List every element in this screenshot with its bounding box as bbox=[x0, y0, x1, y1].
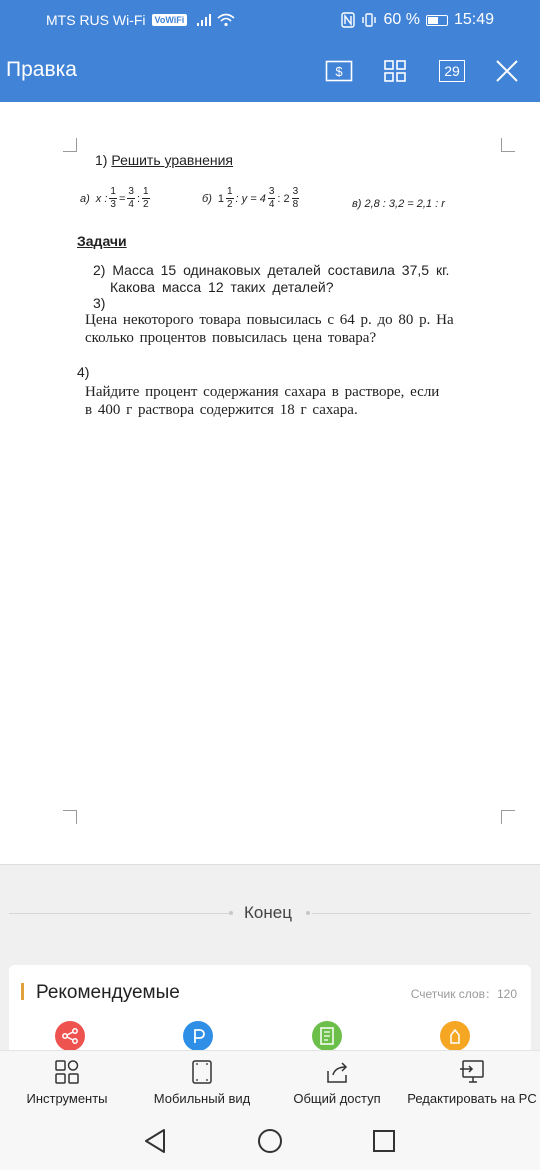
equation-c: в) 2,8 : 3,2 = 2,1 : r bbox=[352, 198, 445, 210]
section-title: Решить уравнения bbox=[111, 152, 234, 168]
battery-icon bbox=[426, 15, 448, 26]
denominator: 4 bbox=[128, 199, 134, 210]
fraction bbox=[109, 186, 117, 211]
fraction bbox=[268, 186, 276, 211]
task-3-line-2: сколько процентов повысилась цена товара? bbox=[85, 330, 377, 346]
bottom-toolbar bbox=[0, 1050, 540, 1112]
divider bbox=[9, 913, 229, 914]
tasks-heading: Задачи bbox=[77, 233, 127, 249]
mobile-view-label: Мобильный вид bbox=[153, 1091, 251, 1106]
nfc-icon bbox=[341, 12, 355, 28]
carrier-label: MTS RUS Wi-Fi bbox=[46, 12, 146, 28]
clock: 15:49 bbox=[453, 11, 494, 28]
divider-dot bbox=[306, 911, 310, 915]
denominator: 2 bbox=[143, 199, 149, 210]
home-icon[interactable] bbox=[255, 1126, 285, 1156]
denominator: 3 bbox=[110, 199, 116, 210]
back-icon[interactable] bbox=[140, 1126, 170, 1156]
accent-bar bbox=[21, 983, 24, 1000]
edit-on-pc-icon bbox=[459, 1059, 485, 1085]
divider bbox=[312, 913, 531, 914]
task-2-line-2: Какова масса 12 таких деталей? bbox=[110, 279, 334, 295]
divider-dot bbox=[229, 911, 233, 915]
tools-label: Инструменты bbox=[26, 1091, 108, 1106]
equation-b bbox=[202, 186, 301, 211]
vibrate-icon bbox=[361, 12, 377, 28]
eq-b-whole: 1 bbox=[217, 192, 224, 205]
margin-mark-bottom-left bbox=[63, 810, 77, 824]
share-icon bbox=[324, 1059, 350, 1085]
share-button[interactable] bbox=[289, 1059, 385, 1106]
eq-b-label: б) bbox=[202, 192, 212, 205]
vowifi-badge: VoWiFi bbox=[152, 14, 188, 26]
share-app-icon[interactable] bbox=[55, 1021, 85, 1051]
clean-tool-icon[interactable] bbox=[440, 1021, 470, 1051]
denominator: 8 bbox=[292, 199, 299, 210]
wifi-icon bbox=[217, 13, 235, 27]
grid-icon[interactable] bbox=[380, 56, 410, 86]
page-count-icon[interactable] bbox=[437, 56, 467, 86]
eq-a-label: а) bbox=[80, 192, 90, 205]
share-label: Общий доступ bbox=[293, 1091, 381, 1106]
equation-a: а) x : $\frac{1}{3}$ = $\frac{3}{4}$ : $\frac{1}{2}$ bbox=[80, 186, 149, 210]
task-3-number: 3) bbox=[93, 295, 106, 311]
denominator: 4 bbox=[268, 199, 275, 210]
battery-percent: 60 % bbox=[383, 11, 420, 28]
margin-mark-bottom-right bbox=[501, 810, 515, 824]
recents-icon[interactable] bbox=[369, 1126, 399, 1156]
pdf-tool-icon[interactable] bbox=[183, 1021, 213, 1051]
tools-icon bbox=[54, 1059, 80, 1085]
status-bar bbox=[0, 0, 540, 42]
numerator: 3 bbox=[128, 186, 134, 197]
tools-button[interactable] bbox=[23, 1059, 111, 1106]
close-icon[interactable] bbox=[492, 56, 522, 86]
fraction bbox=[142, 186, 150, 211]
page-count: 29 bbox=[439, 60, 465, 82]
task-4-number: 4) bbox=[77, 364, 90, 380]
word-count: Счетчик слов：120 bbox=[410, 987, 517, 1001]
fraction bbox=[127, 186, 135, 211]
end-label: Конец bbox=[244, 903, 292, 922]
fraction bbox=[292, 186, 300, 211]
recommended-title: Рекомендуемые bbox=[36, 982, 180, 1003]
eq-b-whole-2: : 2 bbox=[277, 192, 290, 205]
signal-icon bbox=[197, 14, 211, 26]
task-2-line-1: 2) Масса 15 одинаковых деталей составила 37,5 кг. bbox=[93, 262, 450, 278]
document-tool-icon[interactable] bbox=[312, 1021, 342, 1051]
fraction bbox=[226, 186, 234, 211]
section-heading bbox=[95, 152, 233, 168]
eq-a-var: x : bbox=[95, 192, 108, 205]
task-3-line-1: Цена некоторого товара повысилась с 64 р. до 80 р. На bbox=[85, 312, 454, 328]
eq-b-middle: : y = 4 bbox=[235, 192, 266, 205]
edit-on-pc-label: Редактировать на PC bbox=[407, 1091, 537, 1106]
numerator: 1 bbox=[143, 186, 149, 197]
battery-level bbox=[428, 17, 438, 24]
task-4-line-2: в 400 г раствора содержится 18 г сахара. bbox=[85, 402, 358, 418]
document-end-area bbox=[0, 864, 540, 1050]
mobile-view-icon bbox=[189, 1059, 215, 1085]
numerator: 3 bbox=[292, 186, 299, 197]
numerator: 1 bbox=[226, 186, 233, 197]
system-nav-bar bbox=[0, 1112, 540, 1170]
numerator: 1 bbox=[110, 186, 116, 197]
task-4-line-1: Найдите процент содержания сахара в растворе, если bbox=[85, 384, 440, 400]
svg-text:$: $ bbox=[335, 64, 343, 79]
margin-mark-top-left bbox=[63, 138, 77, 152]
numerator: 3 bbox=[268, 186, 275, 197]
edit-on-pc-button[interactable] bbox=[406, 1059, 538, 1106]
mobile-view-button[interactable] bbox=[148, 1059, 256, 1106]
app-bar bbox=[0, 42, 540, 102]
denominator: 2 bbox=[226, 199, 233, 210]
page-title: Правка bbox=[6, 58, 77, 81]
document-page[interactable] bbox=[0, 102, 540, 864]
currency-icon[interactable] bbox=[324, 56, 354, 86]
section-number: 1) bbox=[95, 152, 108, 168]
margin-mark-top-right bbox=[501, 138, 515, 152]
